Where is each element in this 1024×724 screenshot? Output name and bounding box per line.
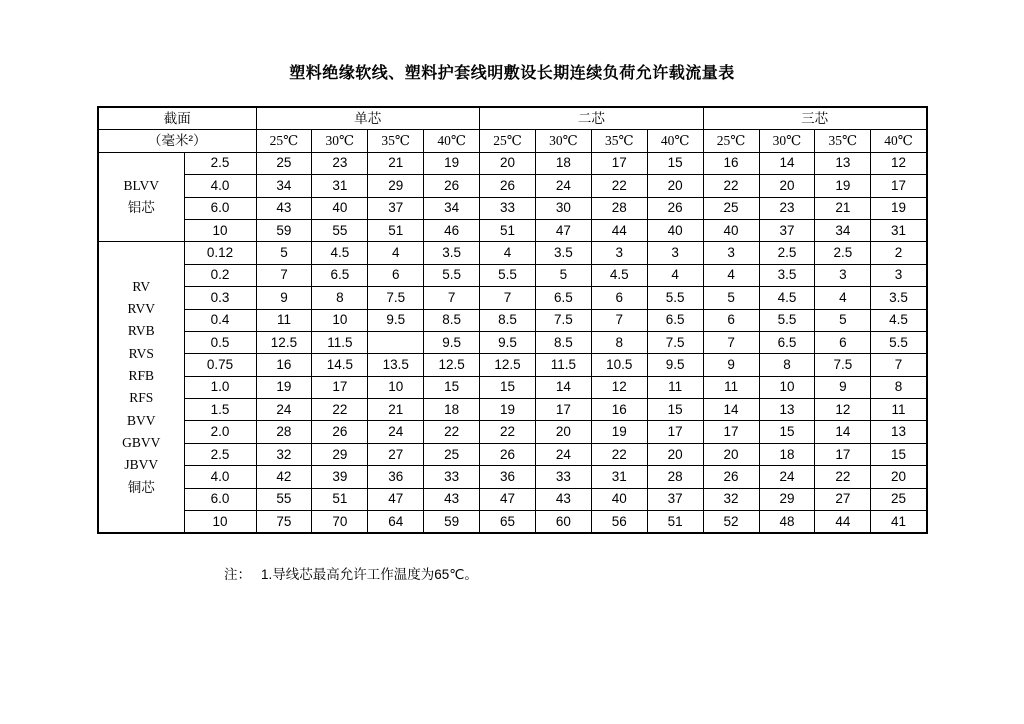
ampacity-cell: 19 — [815, 175, 871, 197]
ampacity-cell: 24 — [535, 443, 591, 465]
ampacity-cell: 10.5 — [591, 354, 647, 376]
cross-section-cell: 6.0 — [184, 488, 256, 510]
ampacity-cell: 4 — [368, 242, 424, 264]
ampacity-cell: 5.5 — [424, 264, 480, 286]
ampacity-cell: 5.5 — [759, 309, 815, 331]
ampacity-cell: 40 — [703, 219, 759, 241]
footnote-prefix: 注： — [224, 567, 251, 582]
ampacity-cell: 28 — [256, 421, 312, 443]
cross-section-cell: 0.75 — [184, 354, 256, 376]
ampacity-cell: 28 — [647, 466, 703, 488]
cross-section-cell: 6.0 — [184, 197, 256, 219]
ampacity-cell: 8 — [759, 354, 815, 376]
ampacity-cell: 4 — [703, 264, 759, 286]
ampacity-cell: 18 — [759, 443, 815, 465]
table-row — [98, 443, 927, 465]
temperature-header: 25℃ — [480, 130, 536, 152]
ampacity-cell: 31 — [871, 219, 927, 241]
ampacity-cell: 8.5 — [480, 309, 536, 331]
ampacity-cell: 20 — [647, 175, 703, 197]
cross-section-cell: 0.4 — [184, 309, 256, 331]
wire-type-label: JBVV — [124, 457, 159, 473]
ampacity-cell: 4.5 — [312, 242, 368, 264]
ampacity-cell: 11 — [647, 376, 703, 398]
ampacity-cell: 26 — [647, 197, 703, 219]
ampacity-cell: 7.5 — [535, 309, 591, 331]
temperature-header: 35℃ — [368, 130, 424, 152]
ampacity-cell: 24 — [535, 175, 591, 197]
wire-type-cell — [98, 242, 184, 534]
ampacity-cell: 34 — [256, 175, 312, 197]
ampacity-cell: 22 — [480, 421, 536, 443]
ampacity-cell: 47 — [480, 488, 536, 510]
cross-section-cell: 4.0 — [184, 466, 256, 488]
ampacity-cell: 19 — [871, 197, 927, 219]
ampacity-cell: 17 — [312, 376, 368, 398]
ampacity-cell: 26 — [480, 443, 536, 465]
table-row — [98, 488, 927, 510]
ampacity-cell: 5 — [256, 242, 312, 264]
ampacity-cell: 6 — [368, 264, 424, 286]
ampacity-cell: 23 — [312, 152, 368, 174]
wire-type-label: RVS — [128, 345, 154, 361]
ampacity-cell: 16 — [256, 354, 312, 376]
ampacity-cell: 18 — [535, 152, 591, 174]
ampacity-cell: 21 — [368, 399, 424, 421]
ampacity-cell: 27 — [368, 443, 424, 465]
ampacity-cell: 20 — [480, 152, 536, 174]
ampacity-cell: 15 — [647, 399, 703, 421]
table-row — [98, 511, 927, 534]
ampacity-cell: 51 — [647, 511, 703, 534]
table-row — [98, 354, 927, 376]
temperature-header: 25℃ — [703, 130, 759, 152]
ampacity-cell: 22 — [312, 399, 368, 421]
ampacity-cell: 12.5 — [424, 354, 480, 376]
ampacity-cell: 59 — [424, 511, 480, 534]
ampacity-cell: 4 — [647, 264, 703, 286]
ampacity-cell: 26 — [424, 175, 480, 197]
ampacity-cell: 3.5 — [424, 242, 480, 264]
ampacity-cell: 23 — [759, 197, 815, 219]
ampacity-cell: 18 — [424, 399, 480, 421]
cross-section-cell: 2.0 — [184, 421, 256, 443]
table-row — [98, 152, 927, 174]
ampacity-cell: 43 — [424, 488, 480, 510]
ampacity-cell: 5 — [815, 309, 871, 331]
ampacity-cell: 11 — [256, 309, 312, 331]
ampacity-cell: 17 — [815, 443, 871, 465]
ampacity-cell: 47 — [368, 488, 424, 510]
ampacity-cell: 6.5 — [759, 331, 815, 353]
table-row — [98, 331, 927, 353]
ampacity-cell: 43 — [256, 197, 312, 219]
table-row — [98, 399, 927, 421]
ampacity-cell: 9.5 — [647, 354, 703, 376]
table-row — [98, 197, 927, 219]
ampacity-cell: 65 — [480, 511, 536, 534]
ampacity-cell: 2.5 — [815, 242, 871, 264]
ampacity-cell: 40 — [312, 197, 368, 219]
table-row — [98, 175, 927, 197]
ampacity-cell: 51 — [368, 219, 424, 241]
ampacity-cell: 9.5 — [424, 331, 480, 353]
cross-section-cell: 10 — [184, 511, 256, 534]
ampacity-cell: 11.5 — [312, 331, 368, 353]
temperature-header: 40℃ — [647, 130, 703, 152]
ampacity-cell: 51 — [480, 219, 536, 241]
ampacity-cell: 31 — [591, 466, 647, 488]
wire-type-label: RFS — [129, 390, 154, 406]
cross-section-cell: 1.5 — [184, 399, 256, 421]
ampacity-cell: 59 — [256, 219, 312, 241]
ampacity-cell: 14 — [535, 376, 591, 398]
ampacity-cell: 44 — [591, 219, 647, 241]
temperature-header: 40℃ — [871, 130, 927, 152]
wire-type-cell — [98, 152, 184, 242]
ampacity-cell: 3.5 — [535, 242, 591, 264]
ampacity-cell: 55 — [312, 219, 368, 241]
ampacity-cell: 24 — [256, 399, 312, 421]
cross-section-cell: 10 — [184, 219, 256, 241]
wire-type-label: GBVV — [122, 434, 161, 450]
ampacity-cell: 25 — [703, 197, 759, 219]
ampacity-cell: 29 — [759, 488, 815, 510]
ampacity-table — [97, 106, 928, 534]
wire-type-label: RVB — [127, 323, 155, 339]
ampacity-cell: 20 — [647, 443, 703, 465]
wire-type-label: 铝芯 — [127, 200, 155, 216]
ampacity-cell: 60 — [535, 511, 591, 534]
ampacity-cell: 13 — [815, 152, 871, 174]
ampacity-cell: 51 — [312, 488, 368, 510]
ampacity-cell: 5 — [535, 264, 591, 286]
ampacity-cell: 3 — [591, 242, 647, 264]
ampacity-cell: 10 — [368, 376, 424, 398]
ampacity-cell: 15 — [424, 376, 480, 398]
ampacity-cell: 10 — [312, 309, 368, 331]
cross-section-cell: 0.2 — [184, 264, 256, 286]
ampacity-cell: 13 — [871, 421, 927, 443]
ampacity-cell: 7 — [871, 354, 927, 376]
document-title: 塑料绝缘软线、塑料护套线明敷设长期连续负荷允许载流量表 — [289, 65, 735, 82]
ampacity-cell: 33 — [535, 466, 591, 488]
ampacity-cell: 24 — [759, 466, 815, 488]
cross-section-cell: 0.5 — [184, 331, 256, 353]
ampacity-cell: 34 — [424, 197, 480, 219]
ampacity-cell: 5 — [703, 287, 759, 309]
temperature-header: 40℃ — [424, 130, 480, 152]
table-row — [98, 376, 927, 398]
ampacity-cell: 3 — [703, 242, 759, 264]
ampacity-cell: 39 — [312, 466, 368, 488]
ampacity-cell: 14.5 — [312, 354, 368, 376]
ampacity-cell: 40 — [591, 488, 647, 510]
ampacity-cell: 13.5 — [368, 354, 424, 376]
ampacity-cell: 25 — [424, 443, 480, 465]
temperature-header: 35℃ — [591, 130, 647, 152]
ampacity-cell: 20 — [759, 175, 815, 197]
temperature-header: 35℃ — [815, 130, 871, 152]
ampacity-cell: 75 — [256, 511, 312, 534]
ampacity-cell: 4.5 — [871, 309, 927, 331]
ampacity-cell: 16 — [591, 399, 647, 421]
temperature-header: 30℃ — [535, 130, 591, 152]
ampacity-cell: 34 — [815, 219, 871, 241]
ampacity-cell — [368, 331, 424, 353]
ampacity-cell: 20 — [703, 443, 759, 465]
ampacity-cell: 28 — [591, 197, 647, 219]
ampacity-cell: 13 — [759, 399, 815, 421]
ampacity-cell: 29 — [312, 443, 368, 465]
ampacity-cell: 17 — [871, 175, 927, 197]
ampacity-cell: 15 — [647, 152, 703, 174]
ampacity-cell: 22 — [591, 175, 647, 197]
footnote — [224, 563, 488, 583]
ampacity-cell: 7.5 — [647, 331, 703, 353]
ampacity-cell: 24 — [368, 421, 424, 443]
ampacity-cell: 36 — [480, 466, 536, 488]
ampacity-cell: 2 — [871, 242, 927, 264]
temperature-header: 25℃ — [256, 130, 312, 152]
ampacity-cell: 56 — [591, 511, 647, 534]
ampacity-cell: 14 — [759, 152, 815, 174]
cross-section-cell: 0.12 — [184, 242, 256, 264]
table-row — [98, 309, 927, 331]
ampacity-cell: 64 — [368, 511, 424, 534]
header-row-groups — [98, 107, 927, 130]
ampacity-cell: 26 — [703, 466, 759, 488]
ampacity-cell: 21 — [368, 152, 424, 174]
table-row — [98, 287, 927, 309]
ampacity-cell: 32 — [703, 488, 759, 510]
ampacity-cell: 25 — [871, 488, 927, 510]
wire-type-label: RV — [132, 278, 151, 294]
ampacity-cell: 32 — [256, 443, 312, 465]
ampacity-cell: 15 — [480, 376, 536, 398]
ampacity-cell: 15 — [871, 443, 927, 465]
cross-section-cell: 2.5 — [184, 152, 256, 174]
temperature-header: 30℃ — [312, 130, 368, 152]
ampacity-cell: 26 — [480, 175, 536, 197]
ampacity-cell: 48 — [759, 511, 815, 534]
ampacity-cell: 20 — [871, 466, 927, 488]
ampacity-cell: 11 — [703, 376, 759, 398]
ampacity-cell: 9 — [256, 287, 312, 309]
ampacity-cell: 37 — [759, 219, 815, 241]
ampacity-cell: 36 — [368, 466, 424, 488]
ampacity-cell: 19 — [256, 376, 312, 398]
ampacity-cell: 8 — [871, 376, 927, 398]
ampacity-cell: 8.5 — [535, 331, 591, 353]
table-row — [98, 219, 927, 241]
ampacity-cell: 5.5 — [871, 331, 927, 353]
ampacity-cell: 9 — [703, 354, 759, 376]
table-row — [98, 421, 927, 443]
ampacity-cell: 41 — [871, 511, 927, 534]
ampacity-cell: 7.5 — [815, 354, 871, 376]
ampacity-cell: 19 — [424, 152, 480, 174]
ampacity-cell: 16 — [703, 152, 759, 174]
ampacity-cell: 8.5 — [424, 309, 480, 331]
ampacity-cell: 40 — [647, 219, 703, 241]
ampacity-cell: 7 — [703, 331, 759, 353]
ampacity-cell: 9.5 — [368, 309, 424, 331]
ampacity-cell: 11 — [871, 399, 927, 421]
ampacity-cell: 21 — [815, 197, 871, 219]
ampacity-cell: 37 — [647, 488, 703, 510]
ampacity-cell: 8 — [591, 331, 647, 353]
table-row — [98, 242, 927, 264]
ampacity-cell: 7 — [256, 264, 312, 286]
unit-header: （毫米²） — [98, 130, 256, 152]
ampacity-cell: 22 — [591, 443, 647, 465]
ampacity-cell: 42 — [256, 466, 312, 488]
ampacity-cell: 12.5 — [256, 331, 312, 353]
ampacity-cell: 7.5 — [368, 287, 424, 309]
cross-section-cell: 4.0 — [184, 175, 256, 197]
ampacity-cell: 2.5 — [759, 242, 815, 264]
ampacity-cell: 7 — [424, 287, 480, 309]
ampacity-cell: 4.5 — [591, 264, 647, 286]
ampacity-cell: 7 — [591, 309, 647, 331]
ampacity-cell: 55 — [256, 488, 312, 510]
ampacity-cell: 14 — [815, 421, 871, 443]
ampacity-cell: 43 — [535, 488, 591, 510]
ampacity-cell: 37 — [368, 197, 424, 219]
ampacity-cell: 5.5 — [480, 264, 536, 286]
ampacity-cell: 27 — [815, 488, 871, 510]
ampacity-cell: 19 — [480, 399, 536, 421]
temperature-header: 30℃ — [759, 130, 815, 152]
table-row — [98, 264, 927, 286]
ampacity-cell: 17 — [703, 421, 759, 443]
section-header: 截面 — [98, 107, 256, 130]
ampacity-cell: 17 — [535, 399, 591, 421]
core-group-header: 二芯 — [480, 107, 704, 130]
cross-section-cell: 2.5 — [184, 443, 256, 465]
wire-type-label: BLVV — [123, 177, 159, 193]
wire-type-label: BVV — [126, 412, 156, 428]
ampacity-cell: 4 — [480, 242, 536, 264]
ampacity-cell: 6 — [591, 287, 647, 309]
ampacity-cell: 3 — [815, 264, 871, 286]
ampacity-cell: 3.5 — [759, 264, 815, 286]
ampacity-cell: 46 — [424, 219, 480, 241]
footnote-text: 1.导线芯最高允许工作温度为65℃。 — [261, 567, 478, 582]
table-row — [98, 466, 927, 488]
ampacity-cell: 7 — [480, 287, 536, 309]
ampacity-cell: 31 — [312, 175, 368, 197]
ampacity-cell: 52 — [703, 511, 759, 534]
ampacity-cell: 25 — [256, 152, 312, 174]
core-group-header: 单芯 — [256, 107, 480, 130]
ampacity-cell: 3 — [871, 264, 927, 286]
ampacity-cell: 70 — [312, 511, 368, 534]
ampacity-cell: 17 — [591, 152, 647, 174]
ampacity-cell: 10 — [759, 376, 815, 398]
ampacity-cell: 8 — [312, 287, 368, 309]
core-group-header: 三芯 — [703, 107, 927, 130]
ampacity-cell: 12 — [871, 152, 927, 174]
ampacity-cell: 6.5 — [312, 264, 368, 286]
wire-type-label: RFB — [128, 368, 155, 384]
ampacity-cell: 26 — [312, 421, 368, 443]
ampacity-cell: 5.5 — [647, 287, 703, 309]
ampacity-cell: 17 — [647, 421, 703, 443]
cross-section-cell: 0.3 — [184, 287, 256, 309]
ampacity-cell: 29 — [368, 175, 424, 197]
ampacity-cell: 3.5 — [871, 287, 927, 309]
ampacity-cell: 9 — [815, 376, 871, 398]
ampacity-cell: 12 — [815, 399, 871, 421]
ampacity-cell: 22 — [703, 175, 759, 197]
ampacity-cell: 6 — [703, 309, 759, 331]
ampacity-cell: 12.5 — [480, 354, 536, 376]
wire-type-labels — [99, 175, 184, 220]
ampacity-cell: 47 — [535, 219, 591, 241]
ampacity-cell: 3 — [647, 242, 703, 264]
ampacity-cell: 44 — [815, 511, 871, 534]
ampacity-cell: 30 — [535, 197, 591, 219]
ampacity-cell: 15 — [759, 421, 815, 443]
ampacity-cell: 33 — [424, 466, 480, 488]
ampacity-cell: 20 — [535, 421, 591, 443]
ampacity-cell: 6.5 — [535, 287, 591, 309]
wire-type-label: 铜芯 — [127, 479, 155, 495]
ampacity-cell: 14 — [703, 399, 759, 421]
ampacity-cell: 4 — [815, 287, 871, 309]
ampacity-cell: 22 — [424, 421, 480, 443]
wire-type-label: RVV — [127, 301, 155, 317]
ampacity-cell: 6.5 — [647, 309, 703, 331]
cross-section-cell: 1.0 — [184, 376, 256, 398]
ampacity-cell: 11.5 — [535, 354, 591, 376]
wire-type-labels — [99, 276, 184, 499]
ampacity-cell: 33 — [480, 197, 536, 219]
header-row-temps — [98, 130, 927, 152]
ampacity-cell: 19 — [591, 421, 647, 443]
ampacity-cell: 9.5 — [480, 331, 536, 353]
ampacity-cell: 22 — [815, 466, 871, 488]
ampacity-cell: 12 — [591, 376, 647, 398]
ampacity-cell: 4.5 — [759, 287, 815, 309]
ampacity-cell: 6 — [815, 331, 871, 353]
